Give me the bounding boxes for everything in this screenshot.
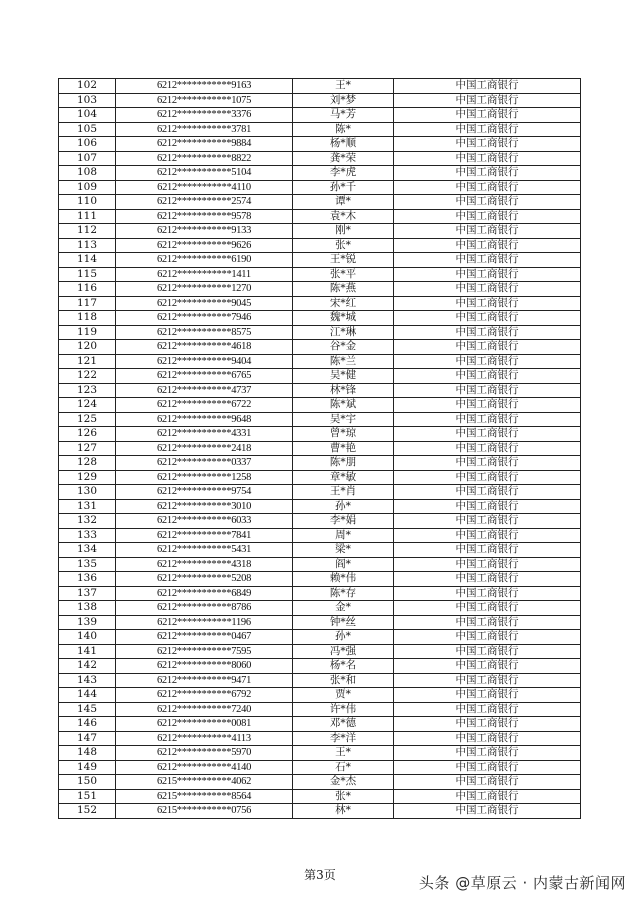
recipient-name: 李*娟	[293, 514, 394, 529]
row-number: 108	[59, 166, 116, 181]
recipient-name: 钟*丝	[293, 615, 394, 630]
table-row	[59, 441, 581, 456]
table-row	[59, 311, 581, 326]
bank-name: 中国工商银行	[394, 485, 581, 500]
card-number: 6212***********5970	[116, 746, 293, 761]
card-number: 6212***********4331	[116, 427, 293, 442]
table-row	[59, 615, 581, 630]
card-number: 6212***********3010	[116, 499, 293, 514]
row-number: 121	[59, 354, 116, 369]
recipient-name: 王*	[293, 746, 394, 761]
table-row	[59, 151, 581, 166]
bank-name: 中国工商银行	[394, 586, 581, 601]
bank-name: 中国工商银行	[394, 557, 581, 572]
row-number: 142	[59, 659, 116, 674]
recipient-name: 杨*顺	[293, 137, 394, 152]
bank-name: 中国工商银行	[394, 789, 581, 804]
table-row	[59, 340, 581, 355]
bank-name: 中国工商银行	[394, 470, 581, 485]
recipient-name: 孙*	[293, 630, 394, 645]
recipient-name: 陈*兰	[293, 354, 394, 369]
row-number: 130	[59, 485, 116, 500]
card-number: 6212***********2574	[116, 195, 293, 210]
card-number: 6212***********9163	[116, 79, 293, 94]
recipient-name: 刘*梦	[293, 93, 394, 108]
recipient-name: 刚*	[293, 224, 394, 239]
row-number: 125	[59, 412, 116, 427]
bank-name: 中国工商银行	[394, 195, 581, 210]
table-row	[59, 702, 581, 717]
bank-name: 中国工商银行	[394, 166, 581, 181]
card-number: 6212***********9626	[116, 238, 293, 253]
row-number: 133	[59, 528, 116, 543]
card-number: 6212***********6722	[116, 398, 293, 413]
bank-name: 中国工商银行	[394, 296, 581, 311]
table-row	[59, 514, 581, 529]
table-row	[59, 601, 581, 616]
bank-name: 中国工商银行	[394, 383, 581, 398]
row-number: 143	[59, 673, 116, 688]
bank-name: 中国工商银行	[394, 311, 581, 326]
source-watermark: 头条 @草原云 · 内蒙古新闻网	[418, 874, 626, 892]
table-row	[59, 499, 581, 514]
recipient-name: 陈*存	[293, 586, 394, 601]
card-number: 6212***********4110	[116, 180, 293, 195]
table-row	[59, 354, 581, 369]
table-row	[59, 398, 581, 413]
table-row	[59, 412, 581, 427]
roster-body	[59, 79, 581, 819]
bank-name: 中国工商银行	[394, 412, 581, 427]
recipient-name: 石*	[293, 760, 394, 775]
card-number: 6212***********1270	[116, 282, 293, 297]
card-number: 6212***********3781	[116, 122, 293, 137]
card-number: 6212***********0337	[116, 456, 293, 471]
table-row	[59, 180, 581, 195]
recipient-name: 宋*红	[293, 296, 394, 311]
table-row	[59, 673, 581, 688]
card-number: 6212***********9578	[116, 209, 293, 224]
recipient-name: 邓*德	[293, 717, 394, 732]
row-number: 129	[59, 470, 116, 485]
bank-name: 中国工商银行	[394, 615, 581, 630]
row-number: 111	[59, 209, 116, 224]
bank-name: 中国工商银行	[394, 238, 581, 253]
card-number: 6212***********1075	[116, 93, 293, 108]
row-number: 120	[59, 340, 116, 355]
card-number: 6212***********3376	[116, 108, 293, 123]
table-row	[59, 238, 581, 253]
row-number: 103	[59, 93, 116, 108]
row-number: 116	[59, 282, 116, 297]
recipient-name: 章*敏	[293, 470, 394, 485]
card-number: 6212***********4737	[116, 383, 293, 398]
bank-name: 中国工商银行	[394, 804, 581, 819]
recipient-name: 冯*强	[293, 644, 394, 659]
bank-name: 中国工商银行	[394, 427, 581, 442]
bank-name: 中国工商银行	[394, 354, 581, 369]
table-row	[59, 557, 581, 572]
row-number: 141	[59, 644, 116, 659]
row-number: 118	[59, 311, 116, 326]
table-row	[59, 427, 581, 442]
row-number: 138	[59, 601, 116, 616]
card-number: 6212***********4113	[116, 731, 293, 746]
card-number: 6212***********8822	[116, 151, 293, 166]
table-row	[59, 485, 581, 500]
card-number: 6212***********5431	[116, 543, 293, 558]
bank-name: 中国工商银行	[394, 702, 581, 717]
bank-name: 中国工商银行	[394, 282, 581, 297]
recipient-name: 李*洋	[293, 731, 394, 746]
recipient-name: 金*杰	[293, 775, 394, 790]
recipient-name: 曾*琼	[293, 427, 394, 442]
table-row	[59, 586, 581, 601]
row-number: 115	[59, 267, 116, 282]
recipient-name: 陈*斌	[293, 398, 394, 413]
table-row	[59, 470, 581, 485]
table-row	[59, 122, 581, 137]
bank-name: 中国工商银行	[394, 499, 581, 514]
recipient-name: 吴*宇	[293, 412, 394, 427]
page-number: 第3页	[304, 868, 336, 882]
recipient-name: 王*锐	[293, 253, 394, 268]
bank-name: 中国工商银行	[394, 572, 581, 587]
row-number: 147	[59, 731, 116, 746]
row-number: 117	[59, 296, 116, 311]
table-row	[59, 79, 581, 94]
bank-name: 中国工商银行	[394, 398, 581, 413]
bank-name: 中国工商银行	[394, 601, 581, 616]
table-row	[59, 93, 581, 108]
table-row	[59, 267, 581, 282]
card-number: 6212***********6792	[116, 688, 293, 703]
table-row	[59, 688, 581, 703]
card-number: 6212***********5104	[116, 166, 293, 181]
card-number: 6212***********7841	[116, 528, 293, 543]
recipient-name: 陈*朋	[293, 456, 394, 471]
bank-name: 中国工商银行	[394, 224, 581, 239]
card-number: 6212***********6765	[116, 369, 293, 384]
card-number: 6212***********1411	[116, 267, 293, 282]
card-number: 6212***********9404	[116, 354, 293, 369]
bank-name: 中国工商银行	[394, 108, 581, 123]
card-number: 6212***********6849	[116, 586, 293, 601]
card-number: 6212***********7946	[116, 311, 293, 326]
row-number: 132	[59, 514, 116, 529]
table-row	[59, 804, 581, 819]
table-row	[59, 253, 581, 268]
card-number: 6212***********9884	[116, 137, 293, 152]
table-row	[59, 325, 581, 340]
bank-name: 中国工商银行	[394, 630, 581, 645]
bank-name: 中国工商银行	[394, 180, 581, 195]
table-row	[59, 775, 581, 790]
table-row	[59, 166, 581, 181]
card-number: 6215***********8564	[116, 789, 293, 804]
card-number: 6212***********1258	[116, 470, 293, 485]
recipient-name: 周*	[293, 528, 394, 543]
recipient-name: 吴*健	[293, 369, 394, 384]
row-number: 140	[59, 630, 116, 645]
row-number: 102	[59, 79, 116, 94]
row-number: 105	[59, 122, 116, 137]
table-row	[59, 209, 581, 224]
row-number: 112	[59, 224, 116, 239]
recipient-name: 梁*	[293, 543, 394, 558]
recipient-name: 江*琳	[293, 325, 394, 340]
bank-name: 中国工商银行	[394, 731, 581, 746]
row-number: 136	[59, 572, 116, 587]
table-row	[59, 644, 581, 659]
table-row	[59, 659, 581, 674]
row-number: 104	[59, 108, 116, 123]
recipient-name: 赖*伟	[293, 572, 394, 587]
recipient-name: 李*虎	[293, 166, 394, 181]
card-number: 6212***********6033	[116, 514, 293, 529]
recipient-name: 张*和	[293, 673, 394, 688]
card-number: 6215***********0756	[116, 804, 293, 819]
recipient-name: 张*平	[293, 267, 394, 282]
bank-name: 中国工商银行	[394, 137, 581, 152]
recipient-name: 王*	[293, 79, 394, 94]
row-number: 113	[59, 238, 116, 253]
row-number: 145	[59, 702, 116, 717]
bank-name: 中国工商银行	[394, 209, 581, 224]
row-number: 148	[59, 746, 116, 761]
recipient-name: 谷*金	[293, 340, 394, 355]
bank-name: 中国工商银行	[394, 369, 581, 384]
table-row	[59, 746, 581, 761]
bank-name: 中国工商银行	[394, 543, 581, 558]
recipient-name: 魏*城	[293, 311, 394, 326]
card-number: 6212***********5208	[116, 572, 293, 587]
row-number: 144	[59, 688, 116, 703]
row-number: 106	[59, 137, 116, 152]
card-number: 6212***********4140	[116, 760, 293, 775]
row-number: 134	[59, 543, 116, 558]
table-row	[59, 717, 581, 732]
bank-name: 中国工商银行	[394, 659, 581, 674]
card-number: 6212***********1196	[116, 615, 293, 630]
row-number: 151	[59, 789, 116, 804]
recipient-name: 孙*千	[293, 180, 394, 195]
card-number: 6212***********0081	[116, 717, 293, 732]
row-number: 122	[59, 369, 116, 384]
card-number: 6212***********6190	[116, 253, 293, 268]
card-number: 6212***********9471	[116, 673, 293, 688]
recipient-name: 林*	[293, 804, 394, 819]
recipient-name: 孙*	[293, 499, 394, 514]
card-number: 6212***********8060	[116, 659, 293, 674]
bank-name: 中国工商银行	[394, 746, 581, 761]
recipient-name: 陈*	[293, 122, 394, 137]
table-row	[59, 543, 581, 558]
table-row	[59, 296, 581, 311]
table-row	[59, 369, 581, 384]
bank-name: 中国工商银行	[394, 151, 581, 166]
row-number: 152	[59, 804, 116, 819]
table-row	[59, 789, 581, 804]
card-number: 6212***********9754	[116, 485, 293, 500]
row-number: 123	[59, 383, 116, 398]
bank-name: 中国工商银行	[394, 688, 581, 703]
card-number: 6212***********9133	[116, 224, 293, 239]
table-row	[59, 224, 581, 239]
bank-name: 中国工商银行	[394, 673, 581, 688]
table-row	[59, 282, 581, 297]
bank-name: 中国工商银行	[394, 644, 581, 659]
bank-name: 中国工商银行	[394, 325, 581, 340]
recipient-name: 张*	[293, 789, 394, 804]
row-number: 128	[59, 456, 116, 471]
recipient-name: 张*	[293, 238, 394, 253]
row-number: 110	[59, 195, 116, 210]
table-row	[59, 383, 581, 398]
recipient-name: 谭*	[293, 195, 394, 210]
table-row	[59, 572, 581, 587]
table-row	[59, 528, 581, 543]
recipient-name: 曹*艳	[293, 441, 394, 456]
recipient-name: 阎*	[293, 557, 394, 572]
bank-name: 中国工商银行	[394, 267, 581, 282]
recipient-name: 龚*荣	[293, 151, 394, 166]
card-number: 6212***********8575	[116, 325, 293, 340]
table-row	[59, 630, 581, 645]
row-number: 109	[59, 180, 116, 195]
card-number: 6212***********0467	[116, 630, 293, 645]
row-number: 126	[59, 427, 116, 442]
card-number: 6215***********4062	[116, 775, 293, 790]
row-number: 114	[59, 253, 116, 268]
row-number: 107	[59, 151, 116, 166]
bank-name: 中国工商银行	[394, 441, 581, 456]
card-number: 6212***********9648	[116, 412, 293, 427]
card-number: 6212***********8786	[116, 601, 293, 616]
bank-name: 中国工商银行	[394, 122, 581, 137]
recipient-name: 马*芳	[293, 108, 394, 123]
table-row	[59, 760, 581, 775]
bank-name: 中国工商银行	[394, 760, 581, 775]
card-number: 6212***********4618	[116, 340, 293, 355]
card-number: 6212***********9045	[116, 296, 293, 311]
recipient-name: 袁*木	[293, 209, 394, 224]
row-number: 149	[59, 760, 116, 775]
bank-name: 中国工商银行	[394, 717, 581, 732]
bank-name: 中国工商银行	[394, 775, 581, 790]
row-number: 124	[59, 398, 116, 413]
card-number: 6212***********7595	[116, 644, 293, 659]
recipient-name: 贾*	[293, 688, 394, 703]
bank-name: 中国工商银行	[394, 253, 581, 268]
bank-name: 中国工商银行	[394, 93, 581, 108]
row-number: 119	[59, 325, 116, 340]
bank-name: 中国工商银行	[394, 528, 581, 543]
row-number: 137	[59, 586, 116, 601]
bank-name: 中国工商银行	[394, 514, 581, 529]
recipient-name: 陈*燕	[293, 282, 394, 297]
row-number: 150	[59, 775, 116, 790]
row-number: 131	[59, 499, 116, 514]
table-row	[59, 195, 581, 210]
table-row	[59, 137, 581, 152]
card-number: 6212***********2418	[116, 441, 293, 456]
recipient-name: 杨*名	[293, 659, 394, 674]
card-number: 6212***********4318	[116, 557, 293, 572]
roster-table	[58, 78, 581, 819]
bank-name: 中国工商银行	[394, 340, 581, 355]
table-row	[59, 731, 581, 746]
row-number: 146	[59, 717, 116, 732]
card-number: 6212***********7240	[116, 702, 293, 717]
row-number: 135	[59, 557, 116, 572]
recipient-name: 王*肖	[293, 485, 394, 500]
recipient-name: 许*伟	[293, 702, 394, 717]
bank-name: 中国工商银行	[394, 456, 581, 471]
recipient-name: 金*	[293, 601, 394, 616]
row-number: 139	[59, 615, 116, 630]
table-row	[59, 456, 581, 471]
bank-name: 中国工商银行	[394, 79, 581, 94]
table-row	[59, 108, 581, 123]
row-number: 127	[59, 441, 116, 456]
recipient-name: 林*锋	[293, 383, 394, 398]
